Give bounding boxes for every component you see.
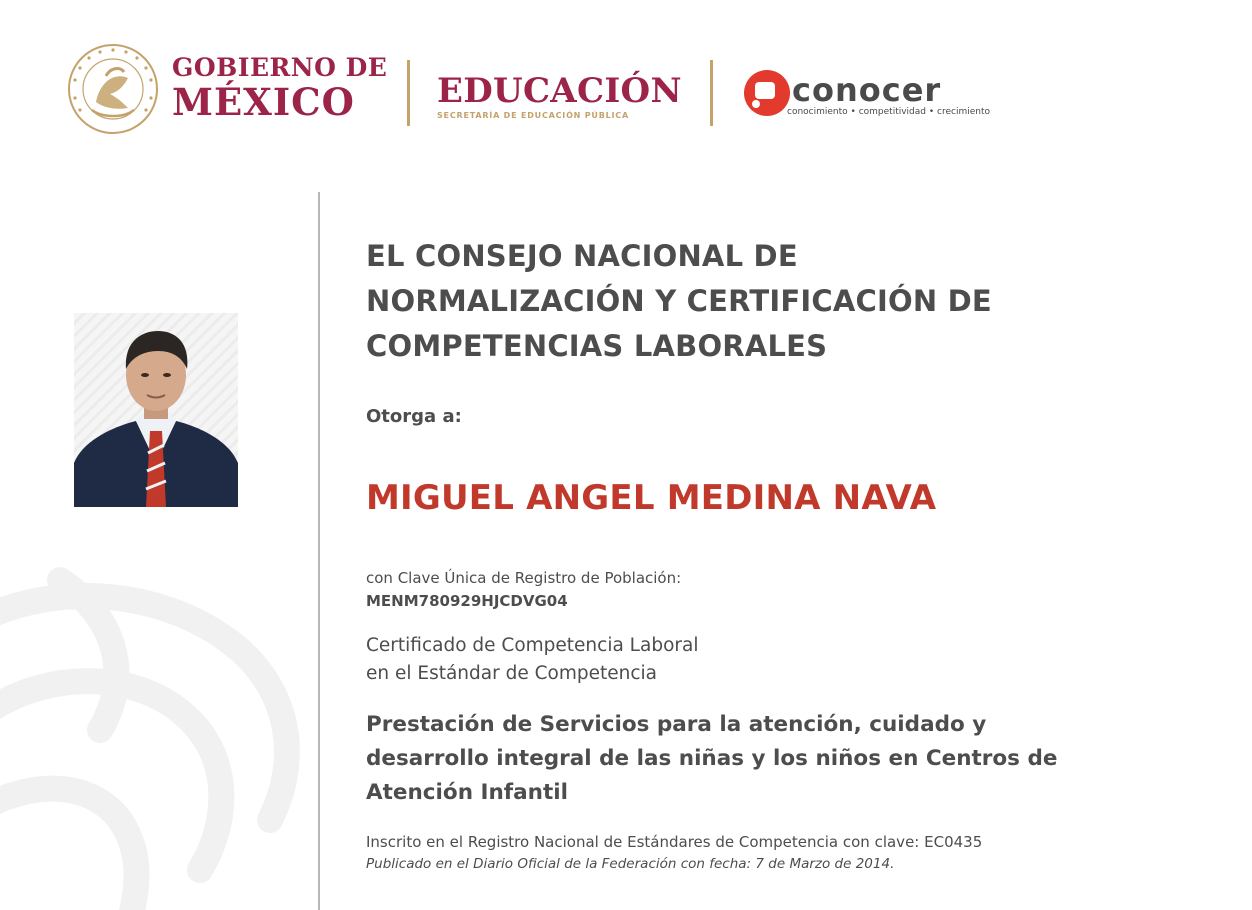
competency-standard-title: Prestación de Servicios para la atención, cuidado y desarrollo integral de las niñas y los niños en Centros de Atención Infantil [366, 712, 1058, 805]
grant-label: Otorga a: [366, 406, 462, 427]
certificate-type-line1: Certificado de Competencia Laboral [366, 635, 699, 656]
council-name-line3: COMPETENCIAS LABORALES [366, 329, 828, 363]
certificate-type-line2: en el Estándar de Competencia [366, 663, 657, 684]
educacion-logo-title: EDUCACIÓN [437, 71, 682, 111]
gobierno-logo-line2: MÉXICO [172, 80, 355, 124]
header-divider [710, 60, 713, 126]
registry-text: Inscrito en el Registro Nacional de Estándares de Competencia con clave: EC0435 [366, 833, 983, 851]
conocer-wordmark: conocer [792, 71, 942, 109]
recipient-name: MIGUEL ANGEL MEDINA NAVA [366, 478, 937, 518]
educacion-logo [437, 72, 687, 122]
curp-value: MENM780929HJCDVG04 [366, 592, 568, 610]
header-divider [407, 60, 410, 126]
vertical-divider [318, 192, 320, 910]
council-name-line1: EL CONSEJO NACIONAL DE [366, 239, 798, 273]
conocer-mark-icon [743, 69, 791, 117]
gobierno-de-mexico-logo [172, 54, 394, 122]
person-portrait-icon [74, 313, 238, 507]
recipient-photo [74, 313, 238, 507]
certificate-body [366, 234, 1226, 872]
gobierno-logo-line1: GOBIERNO DE [172, 53, 388, 82]
conocer-tagline: conocimiento • competitividad • crecimiento [787, 107, 990, 117]
council-name-line2: NORMALIZACIÓN Y CERTIFICACIÓN DE [366, 284, 992, 318]
mexico-seal-icon [66, 42, 160, 136]
curp-label: con Clave Única de Registro de Población: [366, 569, 682, 587]
educacion-logo-subtitle: SECRETARÍA DE EDUCACIÓN PÚBLICA [437, 111, 629, 120]
background-watermark [0, 560, 340, 910]
publication-text: Publicado en el Diario Oficial de la Federación con fecha: 7 de Marzo de 2014. [366, 856, 895, 872]
conocer-logo [743, 68, 1013, 120]
certificate-type [366, 632, 698, 688]
council-name [366, 234, 1226, 369]
